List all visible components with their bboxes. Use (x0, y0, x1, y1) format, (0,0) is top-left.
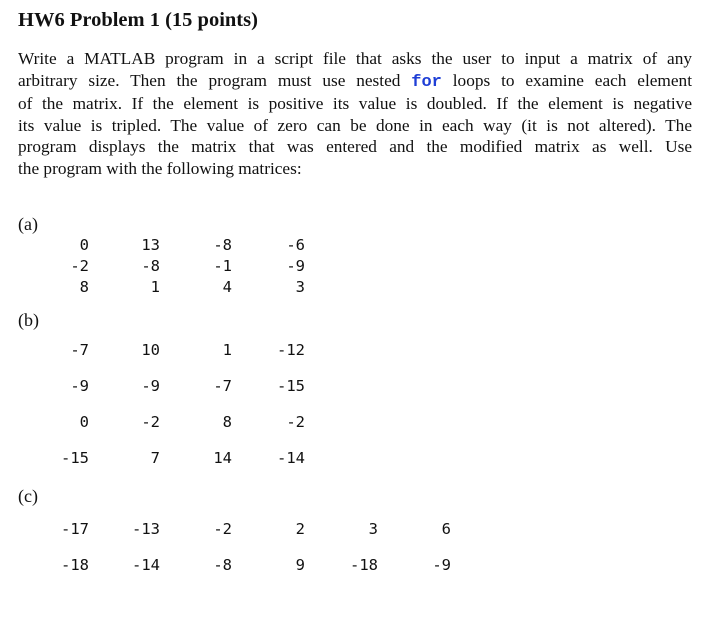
statement-line-2-end: loops to examine each element (452, 70, 692, 90)
matrix-cell: 8 (222, 413, 232, 431)
statement-line-5: program displays the matrix that was entered and the modified matrix as well. Use (18, 137, 692, 156)
matrix-cell: 3 (295, 278, 305, 296)
statement-line-2 (18, 70, 692, 94)
matrix-cell: -9 (70, 377, 89, 395)
matrix-cell: -2 (286, 413, 305, 431)
part-c-label: (c) (18, 486, 38, 506)
statement-line-1: Write a MATLAB program in a script file that asks the user to input a matrix of any (18, 49, 692, 68)
matrix-cell: -9 (286, 257, 305, 275)
matrix-cell: -14 (277, 449, 305, 467)
matrix-cell: -8 (213, 556, 232, 574)
matrix-cell: -9 (432, 556, 451, 574)
matrix-cell: 1 (150, 278, 160, 296)
matrix-cell: -2 (213, 520, 232, 538)
matrix-cell: 13 (141, 236, 160, 254)
matrix-cell: 1 (222, 341, 232, 359)
matrix-cell: -8 (141, 257, 160, 275)
matrix-cell: -9 (141, 377, 160, 395)
matrix-cell: -1 (213, 257, 232, 275)
matrix-cell: 8 (79, 278, 89, 296)
matrix-cell: -13 (132, 520, 160, 538)
matrix-cell: -12 (277, 341, 305, 359)
matrix-cell: -2 (141, 413, 160, 431)
matrix-cell: -14 (132, 556, 160, 574)
matrix-cell: 6 (441, 520, 451, 538)
matrix-cell: 0 (79, 413, 89, 431)
matrix-cell: 10 (141, 341, 160, 359)
matrix-cell: -2 (70, 257, 89, 275)
matrix-cell: -18 (61, 556, 89, 574)
matrix-cell: -15 (277, 377, 305, 395)
matrix-cell: -17 (61, 520, 89, 538)
problem-statement (18, 48, 692, 179)
matrix-cell: -8 (213, 236, 232, 254)
matrix-cell: 0 (79, 236, 89, 254)
statement-line-4: its value is tripled. The value of zero can be done in each way (it is not altered). The (18, 115, 692, 135)
statement-line-2-start: arbitrary size. Then the program must use nested (18, 70, 401, 90)
matrix-cell: 3 (368, 520, 378, 538)
matrix-cell: -7 (213, 377, 232, 395)
part-a-label: (a) (18, 214, 38, 234)
matrix-cell: 14 (213, 449, 232, 467)
matrix-cell: -7 (70, 341, 89, 359)
part-b-label: (b) (18, 310, 39, 330)
matrix-cell: -15 (61, 449, 89, 467)
statement-line-6: the program with the following matrices: (18, 158, 302, 178)
for-keyword: for (411, 72, 442, 92)
matrix-cell: 9 (295, 556, 305, 574)
matrix-cell: 7 (150, 449, 160, 467)
matrix-cell: 2 (295, 520, 305, 538)
problem-title: HW6 Problem 1 (15 points) (18, 9, 258, 31)
statement-line-3: of the matrix. If the element is positive its value is doubled. If the element is negative (18, 94, 692, 113)
matrix-cell: 4 (222, 278, 232, 296)
matrix-cell: -6 (286, 236, 305, 254)
matrix-cell: -18 (350, 556, 378, 574)
